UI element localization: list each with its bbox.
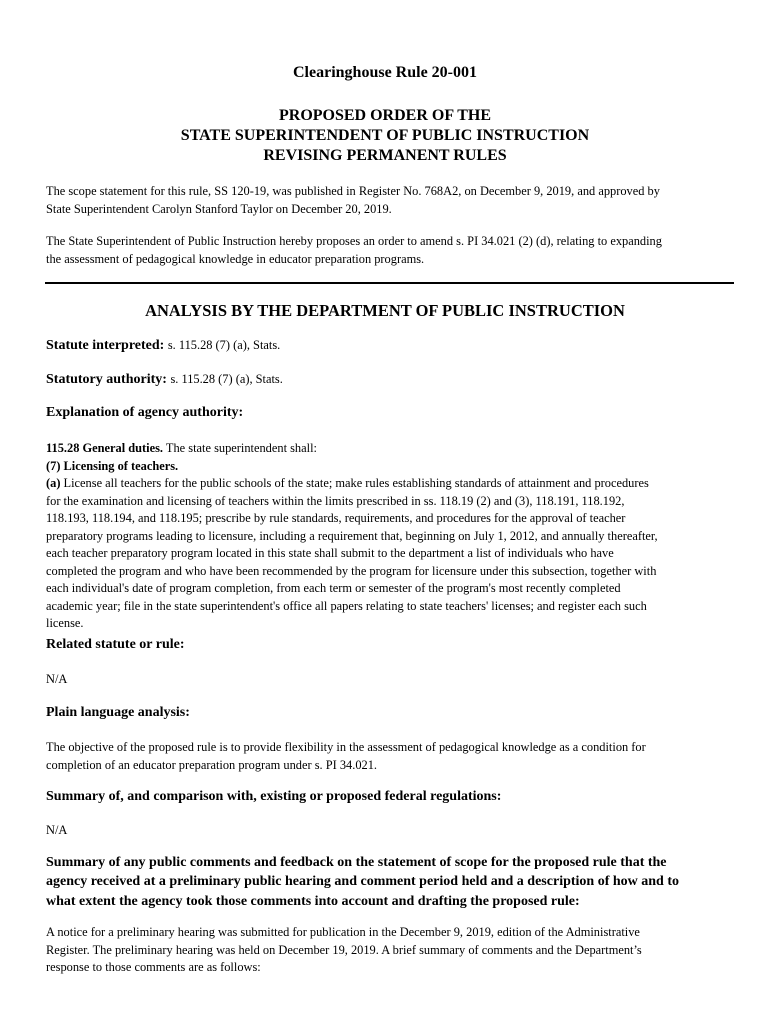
statute-line: preparatory programs leading to licensure, including a requirement that, beginning on July 1, 2012, and annually thereafter, <box>46 528 658 543</box>
statutory-authority-label: Statutory authority: <box>46 372 167 387</box>
statutory-authority <box>46 372 734 388</box>
paragraph-line: response to those comments are as follows: <box>46 960 261 974</box>
paragraph-line: State Superintendent Carolyn Stanford Taylor on December 20, 2019. <box>46 201 392 216</box>
analysis-title: ANALYSIS BY THE DEPARTMENT OF PUBLIC INSTRUCTION <box>145 301 625 320</box>
statutory-authority-value: s. 115.28 (7) (a), Stats. <box>170 372 283 386</box>
order-title-line: PROPOSED ORDER OF THE <box>278 107 492 124</box>
explanation-heading: Explanation of agency authority: <box>46 405 244 420</box>
statute-text <box>46 440 734 633</box>
plain-language-heading: Plain language analysis: <box>46 705 190 720</box>
paragraph-line: The objective of the proposed rule is to provide flexibility in the assessment of pedagogical knowledge as a condition for <box>46 740 646 754</box>
section-label: 115.28 General duties. <box>46 441 164 455</box>
section-intro: The state superintendent shall: <box>163 441 317 455</box>
statute-section-line <box>46 440 734 458</box>
subsection-label: (7) Licensing of teachers. <box>46 458 179 473</box>
order-title-line: REVISING PERMANENT RULES <box>263 147 507 164</box>
federal-regulations-value: N/A <box>46 823 68 837</box>
paragraph-line: completion of an educator preparation program under s. PI 34.021. <box>46 757 378 772</box>
statute-line: for the examination and licensing of teachers within the limits prescribed in ss. 118.19 (2) and (3), 118.191, 118.192, <box>46 493 625 508</box>
horizontal-divider <box>45 282 734 284</box>
related-value: N/A <box>46 672 68 686</box>
statute-line: 118.193, 118.194, and 118.195; prescribe by rule standards, requirements, and procedures for the approval of teacher <box>46 511 626 525</box>
statute-interpreted-value: s. 115.28 (7) (a), Stats. <box>167 338 281 352</box>
statute-line <box>46 475 734 493</box>
statute-line: license. <box>46 616 84 630</box>
federal-regulations-heading: Summary of, and comparison with, existing or proposed federal regulations: <box>46 789 502 804</box>
statute-line: each individual's date of program completion, from each term or semester of the program's most recently completed <box>46 581 621 595</box>
statute-interpreted-label: Statute interpreted: <box>46 338 165 353</box>
related-heading: Related statute or rule: <box>46 637 185 652</box>
statute-interpreted <box>46 338 734 354</box>
order-title-line: STATE SUPERINTENDENT OF PUBLIC INSTRUCTION <box>180 127 590 144</box>
paragraph-line: A notice for a preliminary hearing was submitted for publication in the December 9, 2019, edition of the Administrative <box>46 925 640 939</box>
notice-paragraph <box>46 924 734 977</box>
heading-line: what extent the agency took those comments into account and drafting the proposed rule: <box>46 893 580 909</box>
statute-line: each teacher preparatory program located in this state shall submit to the department a list of individuals who have <box>46 546 614 560</box>
scope-paragraph <box>46 183 734 218</box>
rule-number-title: Clearinghouse Rule 20-001 <box>293 64 477 81</box>
paragraph-line: the assessment of pedagogical knowledge in educator preparation programs. <box>46 251 425 266</box>
heading-line: agency received at a preliminary public hearing and comment period held and a description of how and to <box>46 874 679 890</box>
para-a-label: (a) <box>46 476 61 490</box>
order-title <box>0 106 770 166</box>
paragraph-line: The State Superintendent of Public Instruction hereby proposes an order to amend s. PI 34.021 (2) (d), relating to expanding <box>46 234 662 248</box>
public-comments-heading <box>46 853 734 911</box>
plain-language-paragraph <box>46 739 734 774</box>
statute-line: completed the program and who have been recommended by the program for licensure under this subsection, together with <box>46 563 657 578</box>
proposal-paragraph <box>46 233 734 268</box>
heading-line: Summary of any public comments and feedback on the statement of scope for the proposed rule that the <box>46 855 667 870</box>
paragraph-line: Register. The preliminary hearing was held on December 19, 2019. A brief summary of comments and the Department’s <box>46 942 642 957</box>
statute-line-text: License all teachers for the public schools of the state; make rules establishing standards of attainment and procedures <box>60 476 649 490</box>
statute-line: academic year; file in the state superintendent's office all papers relating to state teachers' licenses; and register each such <box>46 598 647 613</box>
paragraph-line: The scope statement for this rule, SS 120-19, was published in Register No. 768A2, on December 9, 2019, and approved by <box>46 184 660 198</box>
